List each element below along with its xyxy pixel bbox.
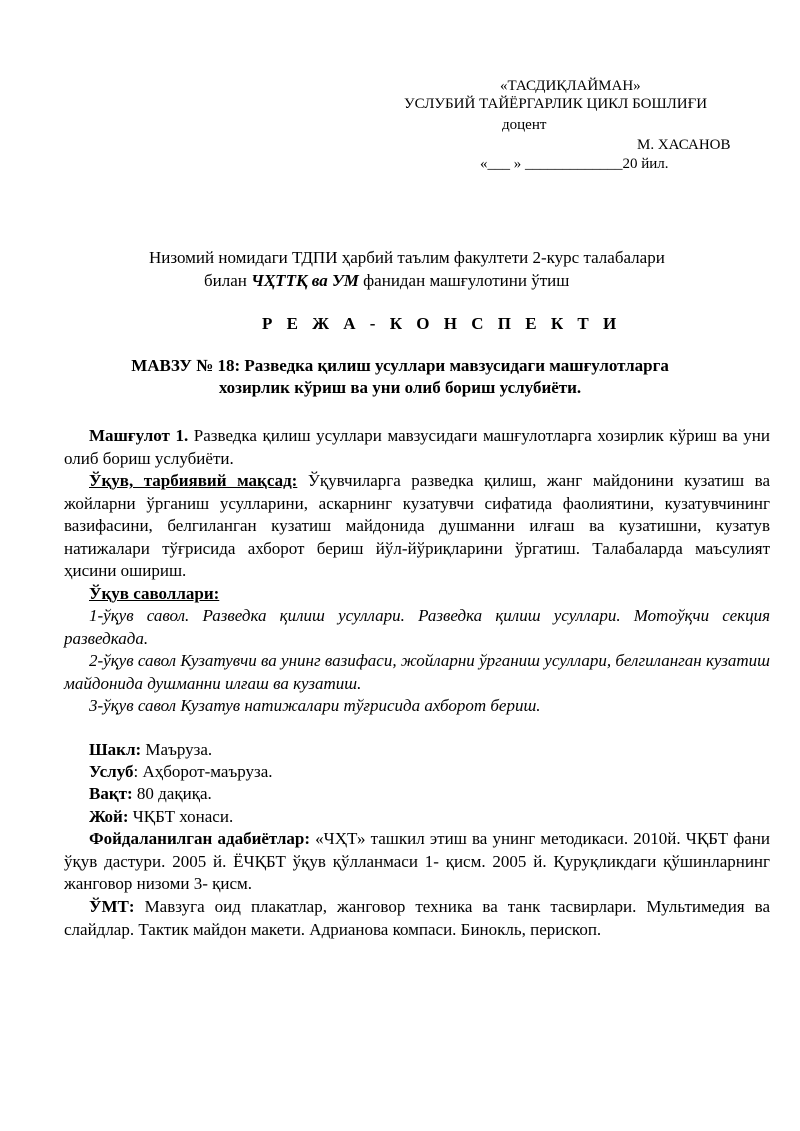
materials-text: Мавзуга оид плакатлар, жанговор техника ва танк тасвирлари. Мультимедия ва слайдлар. Тактик майдон макети. Адрианова компаси. Бинокль, перископ.	[64, 897, 770, 939]
question-3: 3-ўқув савол Кузатув натижалари тўғрисида ахборот бериш.	[89, 696, 541, 715]
literature-text: «ЧҲТ» ташкил этиш ва унинг методикаси. 2010й. ЧҚБТ фани ўқув дастури. 2005 й. ЁЧҚБТ ўқув қўлланмаси 1- қисм. 2005 й. Қуруқликдаги қўшинларнинг жанговор низоми 3- қисм.	[64, 829, 770, 893]
lesson-text: Разведка қилиш усуллари мавзусидаги машғулотларга хозирлик кўриш ва уни олиб бориш услубиёти.	[64, 426, 770, 468]
approval-title: «ТАСДИҚЛАЙМАН»	[500, 78, 641, 94]
form-row	[89, 739, 212, 762]
place-row	[89, 806, 233, 829]
form-label: Шакл:	[89, 740, 142, 759]
time-row	[89, 783, 212, 806]
method-value: : Аҳборот-маъруза.	[133, 762, 273, 781]
questions-label: Ўқув саволлари:	[89, 584, 220, 603]
approval-date-line: «___ » _____________20 йил.	[480, 156, 669, 172]
goal-text: Ўқувчиларга разведка қилиш, жанг майдонини кузатиш ва жойларни ўрганиш усулларини, аскарнинг кузатувчи сифатида фаолиятини, кузатувчининг вазифасини, белгиланган кузатиш майдонида душманни илғаш ва кузатишни, кузатув натижалари тўғрисида ахборот бериш йўл-йўриқларини ўргатиш. Талабаларда маъсулият ҳисини ошириш.	[64, 471, 770, 580]
subject-suffix: фанидан машғулотини ўтиш	[358, 271, 570, 290]
course-name: ЧҲТТҚ ва УМ	[251, 271, 359, 290]
materials-label: ЎМТ:	[89, 897, 135, 916]
goal-paragraph	[64, 470, 770, 583]
question-1: 1-ўқув савол. Разведка қилиш усуллари. Разведка қилиш усуллари. Мотоўқчи секция разведкада.	[64, 606, 770, 648]
subject-prefix: билан	[204, 271, 252, 290]
literature-paragraph	[64, 828, 770, 896]
subject-line-2	[204, 271, 569, 291]
subject-line-1: Низомий номидаги ТДПИ ҳарбий таълим факултети 2-курс талабалари	[149, 248, 665, 267]
materials-paragraph	[64, 896, 770, 941]
literature-label: Фойдаланилган адабиётлар:	[89, 829, 311, 848]
place-label: Жой:	[89, 807, 129, 826]
method-row	[89, 761, 273, 784]
approval-rank: доцент	[502, 117, 547, 133]
time-value: 80 дақиқа.	[132, 784, 212, 803]
lesson-paragraph	[64, 425, 770, 470]
lesson-label: Машғулот 1.	[89, 426, 189, 445]
questions-label-row	[64, 583, 770, 606]
goal-label: Ўқув, тарбиявий мақсад:	[89, 471, 298, 490]
approval-position: УСЛУБИЙ ТАЙЁРГАРЛИК ЦИКЛ БОШЛИҒИ	[404, 96, 708, 112]
question-2: 2-ўқув савол Кузатувчи ва унинг вазифаси, жойларни ўрганиш усуллари, белгиланган кузатиш майдонида душманни илғаш ва кузатиш.	[64, 651, 770, 693]
approval-name: М. ХАСАНОВ	[637, 137, 731, 153]
plan-title: Р Е Ж А - К О Н С П Е К Т И	[262, 314, 622, 333]
topic-line-2: хозирлик кўриш ва уни олиб бориш услубиёти.	[218, 378, 582, 397]
method-label: Услуб	[89, 762, 134, 781]
form-value: Маъруза.	[141, 740, 213, 759]
place-value: ЧҚБТ хонаси.	[128, 807, 234, 826]
time-label: Вақт:	[89, 784, 133, 803]
topic-line-1: МАВЗУ № 18: Разведка қилиш усуллари мавзусидаги машғулотларга	[131, 356, 669, 375]
